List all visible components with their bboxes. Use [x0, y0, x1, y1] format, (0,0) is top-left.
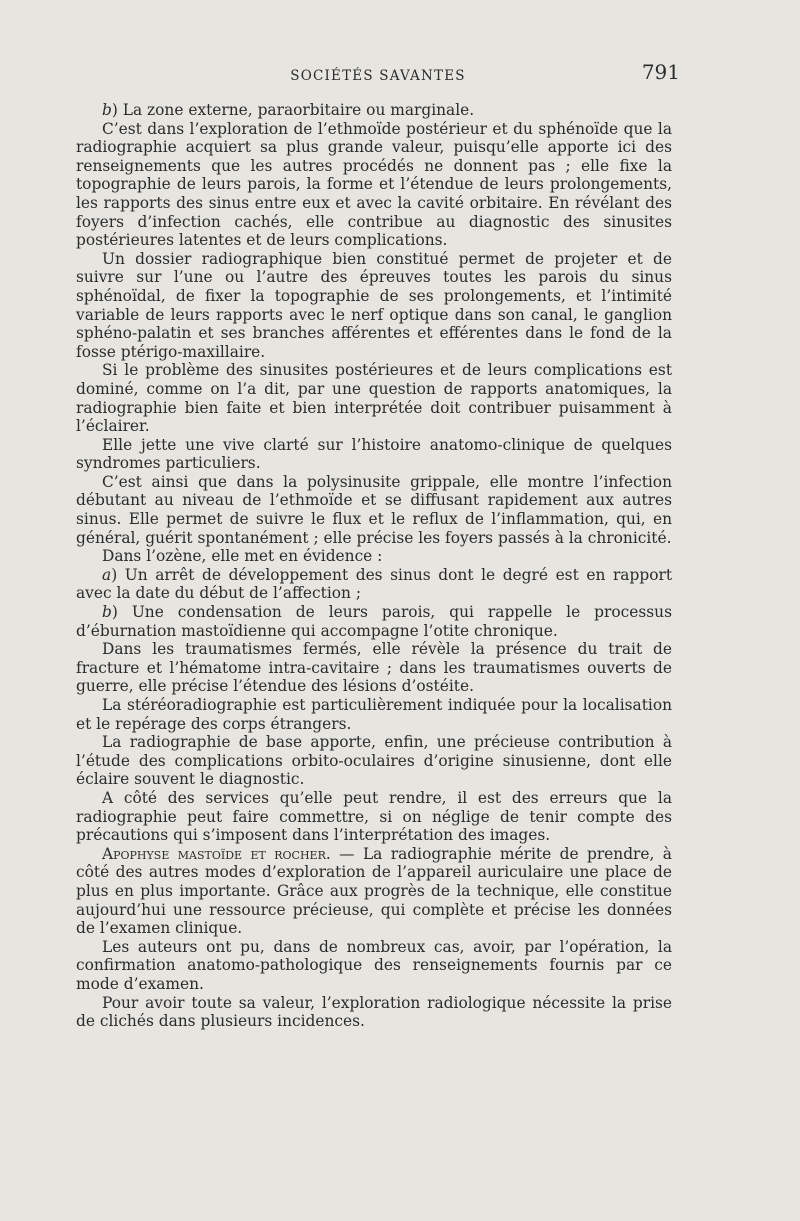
body-text — [76, 101, 672, 1031]
paragraph: b) La zone externe, paraorbitaire ou marginale. — [102, 101, 475, 119]
running-title: SOCIÉTÉS SAVANTES — [290, 68, 466, 84]
paragraph: La stéréoradiographie est particulièrement indiquée pour la localisation et le repérage des corps étrangers. — [76, 696, 672, 733]
paragraph: Un dossier radiographique bien constitué permet de projeter et de suivre sur l’une ou l’autre des épreuves toutes les parois du sinus sphénoïdal, de fixer la topographie de ses prolongements, et l’intimité variable de leurs rapports avec le nerf optique dans son canal, le ganglion sphéno-palatin et ses branches afférentes et efférentes dans le fond de la fosse ptérigo-maxillaire. — [76, 249, 672, 361]
paragraph: Les auteurs ont pu, dans de nombreux cas, avoir, par l’opération, la confirmation anatomo-pathologique des renseignements fournis par ce mode d’examen. — [76, 937, 672, 993]
paragraph: Dans les traumatismes fermés, elle révèle la présence du trait de fracture et l’hématome intra-cavitaire ; dans les traumatismes ouverts de guerre, elle précise l’étendue des lésions d’ostéite. — [76, 640, 672, 696]
paragraph: a) Un arrêt de développement des sinus dont le degré est en rapport avec la date du début de l’affection ; — [76, 565, 672, 603]
paragraph: C’est ainsi que dans la polysinusite grippale, elle montre l’infection débutant au niveau de l’ethmoïde et se diffusant rapidement aux autres sinus. Elle permet de suivre le flux et le reflux de l’inflammation, qui, en général, guérit spontanément ; elle précise les foyers passés à la chronicité. — [76, 472, 672, 547]
paragraph: b) Une condensation de leurs parois, qui rappelle le processus d’éburnation mastoïdienne qui accompagne l’otite chronique. — [76, 603, 672, 640]
list-marker: b — [102, 603, 112, 622]
paragraph: Apophyse mastoïde et rocher. — La radiographie mérite de prendre, à côté des autres modes d’exploration de l’appareil auriculaire une place de plus en plus importante. Grâce aux progrès de la technique, elle constitue aujourd’hui une ressource précieuse, qui complète et précise les données de l’examen clinique. — [76, 844, 672, 938]
paragraph: Si le problème des sinusites postérieures et de leurs complications est dominé, comme on l’a dit, par une question de rapports anatomiques, la radiographie bien faite et bien interprétée doit contribuer puisamment à l’éclairer. — [76, 361, 672, 436]
page-number: 791 — [641, 60, 680, 84]
paragraph: Elle jette une vive clarté sur l’histoire anatomo-clinique de quelques syndromes particuliers. — [76, 435, 672, 473]
paragraph: A côté des services qu’elle peut rendre, il est des erreurs que la radiographie peut faire commettre, si on néglige de tenir compte des précautions qui s’imposent dans l’interprétation des images. — [76, 788, 672, 845]
list-marker: b — [102, 101, 112, 119]
paragraph: La radiographie de base apporte, enfin, une précieuse contribution à l’étude des complications orbito-oculaires d’origine sinusienne, dont elle éclaire souvent le diagnostic. — [76, 733, 672, 789]
section-heading: Apophyse mastoïde et rocher. — [102, 844, 331, 863]
paragraph: Dans l’ozène, elle met en évidence : — [102, 547, 383, 566]
paragraph: C’est dans l’exploration de l’ethmoïde postérieur et du sphénoïde que la radiographie acquiert sa plus grande valeur, puisqu’elle apporte ici des renseignements que les autres procédés ne donnent pas ; elle fixe la topographie de leurs parois, la forme et l’étendue de leurs prolongements, les rapports des sinus entre eux et avec la cavité orbitaire. En révélant des foyers d’infection cachés, elle contribue au diagnostic des sinusites postérieures latentes et de leurs complications. — [76, 119, 672, 250]
page-header — [76, 60, 680, 90]
list-marker: a — [102, 565, 112, 584]
paragraph: Pour avoir toute sa valeur, l’exploration radiologique nécessite la prise de clichés dans plusieurs incidences. — [76, 993, 672, 1031]
